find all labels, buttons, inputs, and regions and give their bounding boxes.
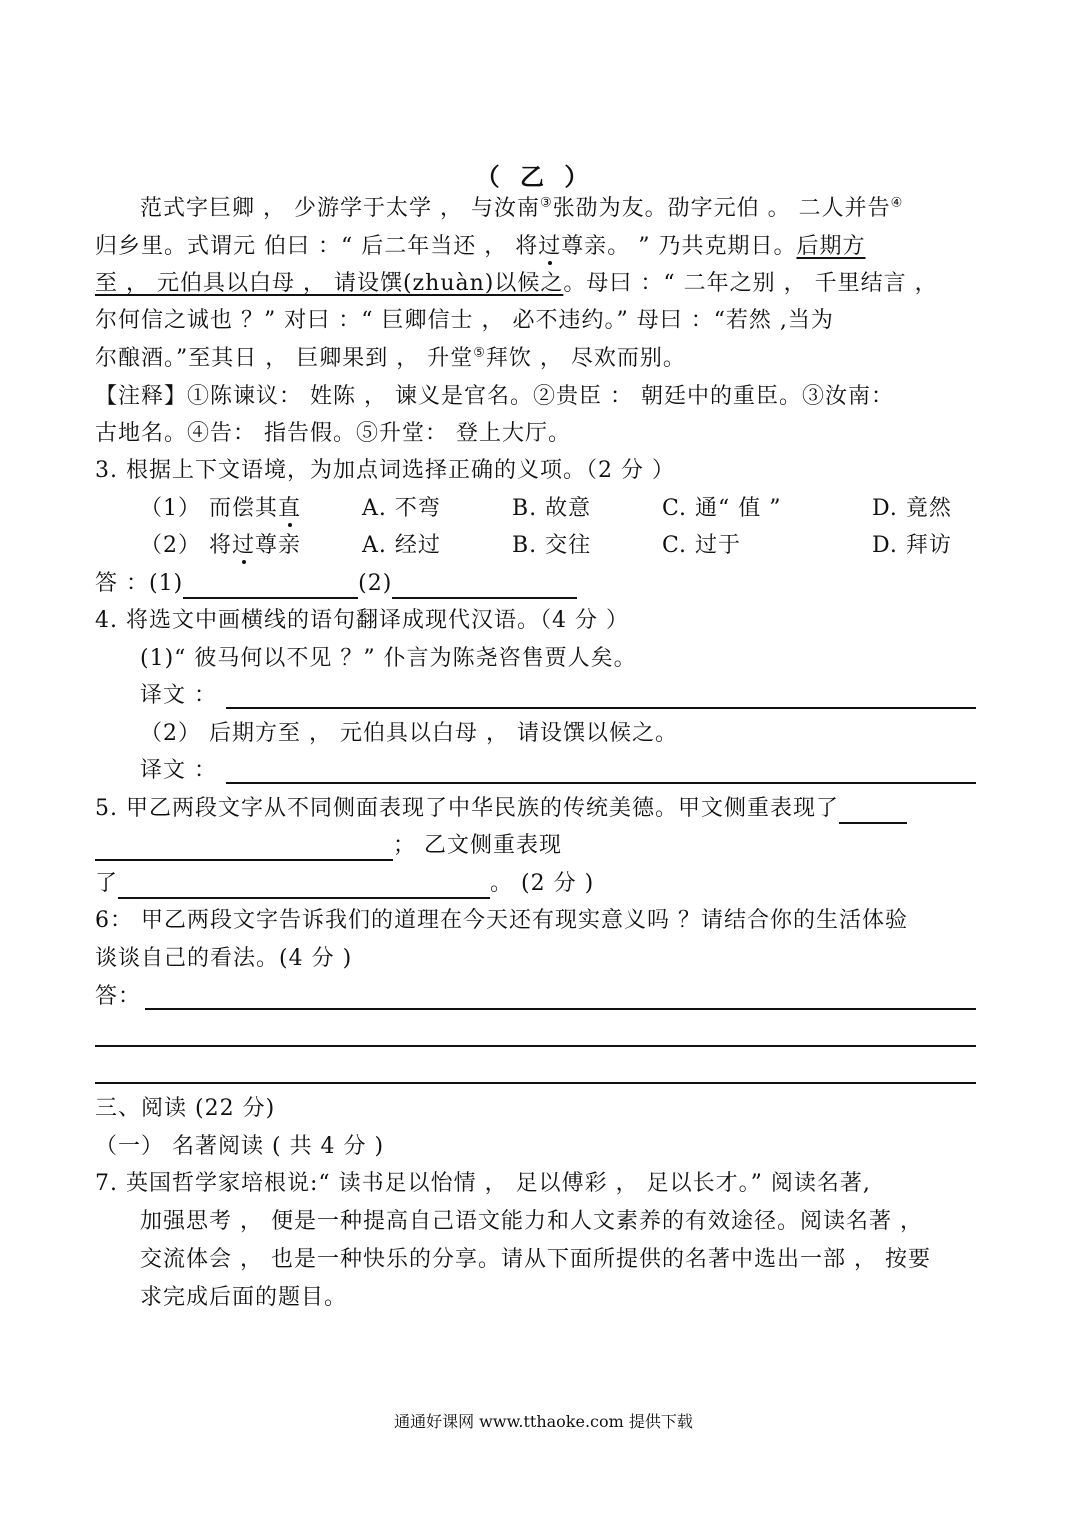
q3-stem: 3. 根据上下文语境，为加点词选择正确的义项。（2 分 ）	[95, 458, 675, 483]
section-3-subheading: （一） 名著阅读 ( 共 4 分 )	[95, 1134, 385, 1159]
underlined-sentence-cont: 至 ， 元伯具以白母 ， 请设馔(zhuàn)以候之	[95, 271, 564, 296]
q4-stem: 4. 将选文中画横线的语句翻译成现代汉语。（4 分 ）	[95, 608, 629, 633]
q3-item-1: （1） 而偿其直	[140, 496, 302, 521]
dotted-char: 过	[538, 234, 562, 259]
dotted-char: 直	[278, 496, 302, 521]
q5-line-2: ； 乙文侧重表现	[95, 831, 562, 861]
dotted-char: 过	[232, 533, 256, 558]
q4-translation-2-label: 译文 ：	[140, 758, 217, 783]
q3-item2-option-a: A. 经过	[362, 533, 441, 558]
q6-answer-line-2[interactable]	[95, 1045, 976, 1047]
q6-answer-line-3[interactable]	[95, 1082, 976, 1084]
q7-line-4: 求完成后面的题目。	[140, 1285, 348, 1310]
q5-blank-2[interactable]	[118, 875, 490, 899]
q5-blank-1[interactable]	[839, 800, 907, 824]
q4-translation-1-label: 译文 ：	[140, 683, 217, 708]
passage-line-1: 范式字巨卿 ， 少游学于太学 ， 与汝南③张劭为友。劭字元伯 。 二人并告④	[140, 195, 904, 221]
q6-answer-line-1[interactable]	[145, 1008, 976, 1010]
q3-item1-option-a: A. 不弯	[362, 496, 441, 521]
q3-item1-option-b: B. 故意	[512, 496, 592, 521]
section-3-heading: 三、阅读 (22 分)	[95, 1096, 276, 1121]
q3-item2-option-c: C. 过于	[662, 533, 742, 558]
q3-item1-option-c: C. 通“ 值 ”	[662, 496, 782, 521]
q3-item1-option-d: D. 竟然	[872, 496, 952, 521]
notes-line-2: 古地名。④告： 指告假。⑤升堂： 登上大厅。	[95, 421, 571, 446]
q3-item2-option-b: B. 交往	[512, 533, 592, 558]
q3-answer: 答 ：(1) (2)	[95, 569, 577, 599]
q4-translation-2-line[interactable]	[226, 782, 976, 784]
q3-answer-1-blank[interactable]	[183, 575, 358, 599]
passage-title: （ 乙 ）	[475, 162, 595, 191]
q5-line-1: 5. 甲乙两段文字从不同侧面表现了中华民族的传统美德。甲文侧重表现了	[95, 794, 907, 824]
q7-line-1: 7. 英国哲学家培根说:“ 读书足以怡情 ， 足以傅彩 ， 足以长才。” 阅读名著,	[95, 1171, 871, 1196]
underlined-sentence: 后期方	[796, 234, 866, 259]
passage-line-4: 尔何信之诚也 ？” 对曰 ：“ 巨卿信士 ， 必不违约。” 母曰 ：“若然 ,当为	[95, 308, 834, 333]
q3-item2-option-d: D. 拜访	[872, 533, 952, 558]
passage-line-3: 至 ， 元伯具以白母 ， 请设馔(zhuàn)以候之。母曰 ：“ 二年之别 ， 千里结言 ，	[95, 271, 938, 296]
q3-answer-2-blank[interactable]	[392, 575, 577, 599]
passage-line-5: 尔酿酒。”至其日 ， 巨卿果到 ， 升堂⑤拜饮 ， 尽欢而别。	[95, 345, 686, 371]
q7-line-2: 加强思考 ， 便是一种提高自己语文能力和人文素养的有效途径。阅读名著 ，	[140, 1209, 923, 1234]
passage-line-2: 归乡里。式谓元 伯曰 ：“ 后二年当还 ， 将过尊亲。 ” 乃共克期日。后期方	[95, 234, 866, 259]
q7-line-3: 交流体会 ， 也是一种快乐的分享。请从下面所提供的名著中选出一部 ， 按要	[140, 1247, 931, 1272]
q5-line-3: 了 。 (2 分 )	[95, 869, 594, 899]
q4-sentence-2: （2） 后期方至 ， 元伯具以白母 ， 请设馔以候之。	[140, 721, 678, 746]
q5-blank-1-cont[interactable]	[95, 837, 393, 861]
q3-item-2: （2） 将过尊亲	[140, 533, 302, 558]
page-footer: 通通好课网 www.tthaoke.com 提供下载	[394, 1412, 693, 1431]
q4-translation-1-line[interactable]	[226, 707, 976, 709]
q6-line-1: 6： 甲乙两段文字告诉我们的道理在今天还有现实意义吗 ？请结合你的生活体验	[95, 908, 908, 933]
q4-sentence-1: (1)“ 彼马何以不见 ？” 仆言为陈尧咨售贾人矣。	[140, 646, 637, 671]
notes-line-1: 【注释】①陈谏议： 姓陈 ， 谏义是官名。②贵臣 ： 朝廷中的重臣。③汝南：	[95, 384, 894, 409]
q6-line-2: 谈谈自己的看法。(4 分 )	[95, 946, 353, 971]
q6-answer-label: 答：	[95, 984, 142, 1009]
